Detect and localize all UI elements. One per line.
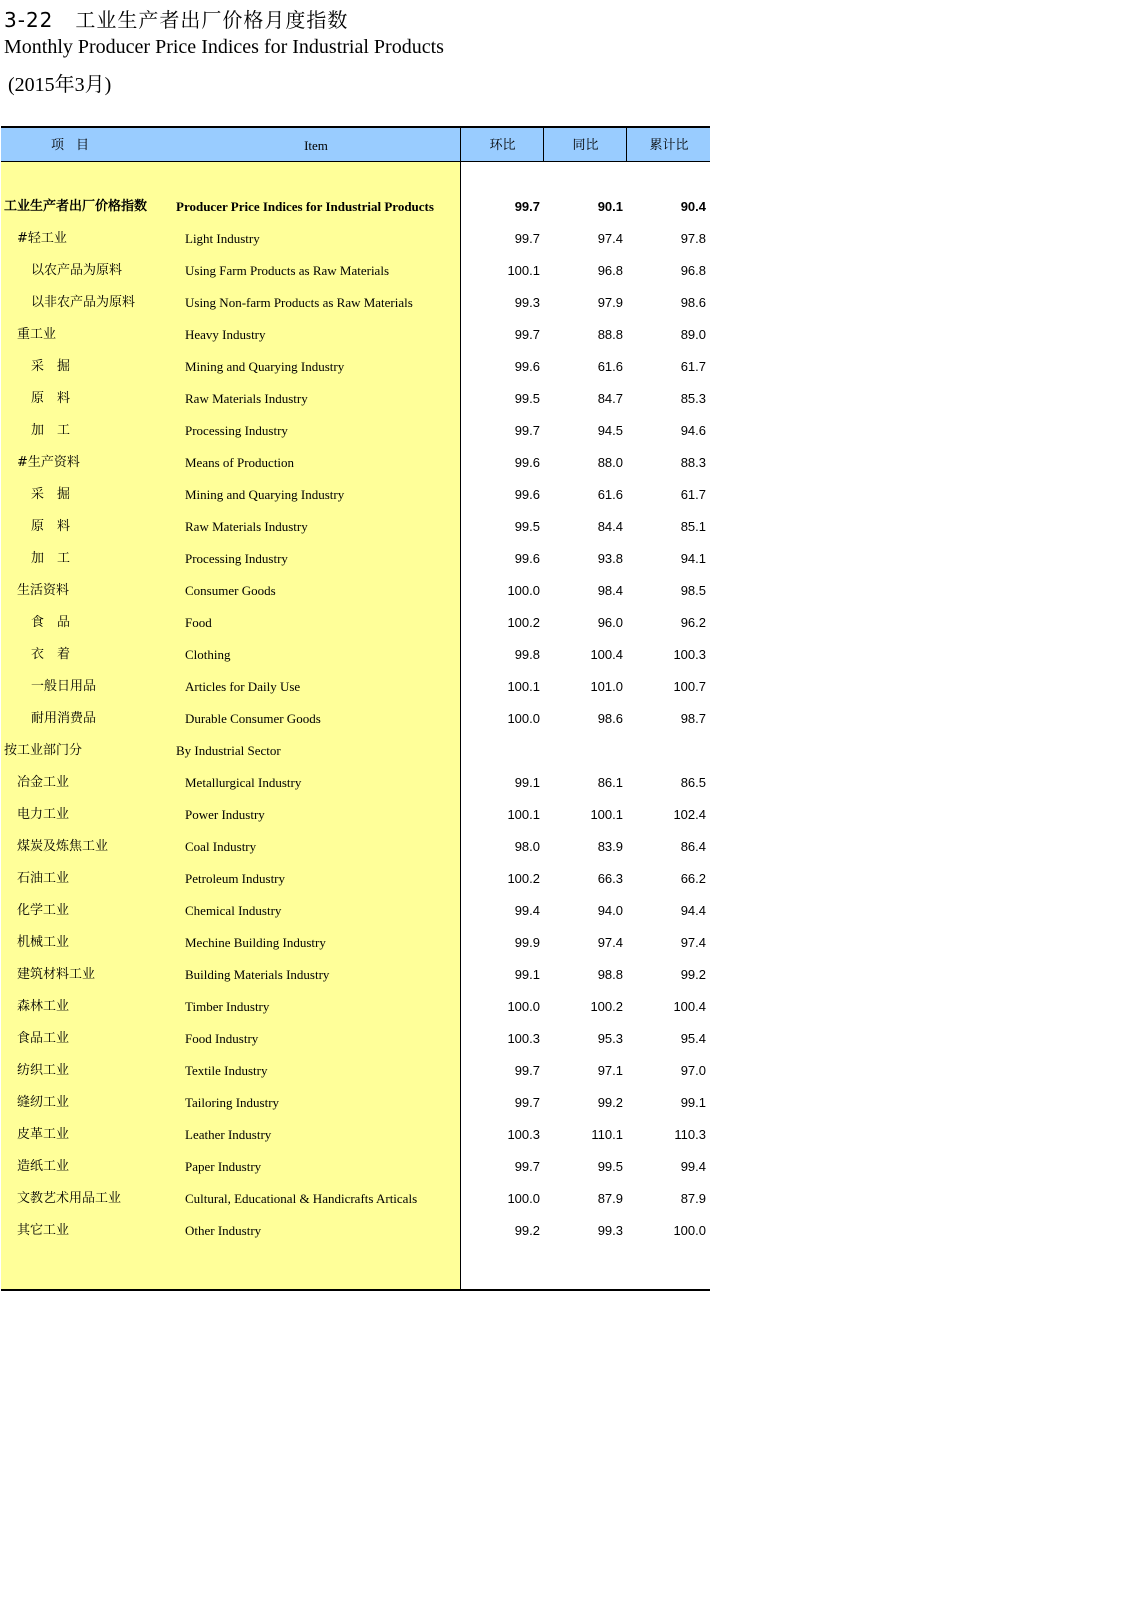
year-on-year-value: 100.4 (590, 647, 623, 662)
table-date: (2015年3月) (8, 74, 112, 96)
year-on-year-value: 97.1 (597, 1063, 623, 1078)
table-row (1, 383, 710, 415)
table-row (1, 511, 710, 543)
table-row (1, 447, 710, 479)
row-label-en: Metallurgical Industry (185, 775, 302, 790)
month-on-month-value: 100.0 (507, 999, 540, 1014)
year-on-year-value: 95.3 (597, 1031, 623, 1046)
row-label-en: Producer Price Indices for Industrial Products (176, 199, 434, 214)
year-on-year-value: 90.1 (597, 199, 623, 214)
year-on-year-value: 88.0 (597, 455, 623, 470)
year-on-year-value: 96.0 (597, 615, 623, 630)
year-on-year-value: 61.6 (597, 359, 623, 374)
row-label-cn: 冶金工业 (17, 775, 70, 790)
month-on-month-value: 99.7 (514, 231, 540, 246)
table-title-cn-text: 工业生产者出厂价格月度指数 (75, 8, 349, 32)
row-label-cn: 以农产品为原料 (31, 263, 123, 278)
month-on-month-value: 99.7 (514, 199, 540, 214)
month-on-month-value: 99.6 (514, 455, 540, 470)
cumulative-value: 94.4 (680, 903, 706, 918)
year-on-year-value: 99.2 (597, 1095, 623, 1110)
month-on-month-value: 99.4 (514, 903, 540, 918)
cumulative-value: 96.2 (680, 615, 706, 630)
year-on-year-value: 98.8 (597, 967, 623, 982)
row-label-en: Clothing (185, 647, 231, 662)
row-label-en: Cultural, Educational & Handicrafts Articals (185, 1191, 418, 1206)
cumulative-value: 85.1 (680, 519, 706, 534)
table-row (1, 799, 710, 831)
month-on-month-value: 99.7 (514, 423, 540, 438)
cumulative-value: 102.4 (673, 807, 706, 822)
row-label-cn: 采 掘 (31, 359, 71, 374)
row-label-en: Leather Industry (185, 1127, 272, 1142)
header-item-cn: 项目 (50, 138, 101, 153)
header-year-on-year: 同比 (543, 128, 627, 161)
row-label-cn: #轻工业 (17, 231, 67, 246)
header-item-en: Item (304, 138, 328, 153)
row-label-cn: 食品工业 (17, 1031, 70, 1046)
month-on-month-value: 99.8 (514, 647, 540, 662)
row-label-cn: 皮革工业 (17, 1127, 70, 1142)
year-on-year-value: 97.4 (597, 231, 623, 246)
table-row (1, 1055, 710, 1087)
month-on-month-value: 99.6 (514, 359, 540, 374)
row-label-cn: 电力工业 (17, 807, 70, 822)
table-row (1, 543, 710, 575)
month-on-month-value: 100.1 (507, 263, 540, 278)
month-on-month-value: 100.0 (507, 583, 540, 598)
row-label-cn: 一般日用品 (31, 679, 97, 694)
row-label-cn: 机械工业 (17, 935, 70, 950)
row-label-en: Raw Materials Industry (185, 391, 308, 406)
row-label-en: Mechine Building Industry (185, 935, 326, 950)
table-body (1, 191, 710, 1247)
table-row (1, 767, 710, 799)
row-label-en: Articles for Daily Use (185, 679, 301, 694)
year-on-year-value: 99.5 (597, 1159, 623, 1174)
row-label-en: By Industrial Sector (176, 743, 281, 758)
table-row (1, 671, 710, 703)
month-on-month-value: 99.2 (514, 1223, 540, 1238)
month-on-month-value: 100.3 (507, 1031, 540, 1046)
month-on-month-value: 98.0 (514, 839, 540, 854)
row-label-en: Coal Industry (185, 839, 257, 854)
table-row (1, 959, 710, 991)
month-on-month-value: 99.7 (514, 327, 540, 342)
month-on-month-value: 99.3 (514, 295, 540, 310)
row-label-cn: 耐用消费品 (31, 711, 97, 726)
month-on-month-value: 100.3 (507, 1127, 540, 1142)
year-on-year-value: 94.0 (597, 903, 623, 918)
year-on-year-value: 61.6 (597, 487, 623, 502)
year-on-year-value: 93.8 (597, 551, 623, 566)
cumulative-value: 97.4 (680, 935, 706, 950)
row-label-cn: 采 掘 (31, 487, 71, 502)
month-on-month-value: 100.2 (507, 615, 540, 630)
row-label-en: Textile Industry (185, 1063, 268, 1078)
row-label-en: Processing Industry (185, 423, 288, 438)
cumulative-value: 98.6 (680, 295, 706, 310)
price-index-table (1, 126, 710, 1291)
table-row (1, 223, 710, 255)
row-label-cn: 加 工 (31, 423, 71, 438)
cumulative-value: 100.4 (673, 999, 706, 1014)
row-label-en: Using Non-farm Products as Raw Materials (185, 295, 413, 310)
row-label-cn: 原 料 (31, 519, 71, 534)
year-on-year-value: 110.1 (591, 1127, 623, 1142)
month-on-month-value: 99.7 (514, 1159, 540, 1174)
row-label-cn: 以非农产品为原料 (31, 295, 136, 310)
year-on-year-value: 98.4 (597, 583, 623, 598)
row-label-cn: 建筑材料工业 (17, 967, 96, 982)
row-label-cn: 生活资料 (17, 583, 70, 598)
month-on-month-value: 99.7 (514, 1095, 540, 1110)
table-row (1, 863, 710, 895)
row-label-cn: 森林工业 (17, 999, 70, 1014)
row-label-cn: 加 工 (31, 551, 71, 566)
year-on-year-value: 84.7 (597, 391, 623, 406)
year-on-year-value: 83.9 (597, 839, 623, 854)
row-label-en: Paper Industry (185, 1159, 262, 1174)
year-on-year-value: 84.4 (597, 519, 623, 534)
row-label-en: Raw Materials Industry (185, 519, 308, 534)
row-label-en: Other Industry (185, 1223, 262, 1238)
table-row (1, 1087, 710, 1119)
cumulative-value: 85.3 (680, 391, 706, 406)
year-on-year-value: 100.2 (590, 999, 623, 1014)
cumulative-value: 86.5 (680, 775, 706, 790)
table-row (1, 703, 710, 735)
row-label-cn: 文教艺术用品工业 (17, 1191, 122, 1206)
cumulative-value: 89.0 (680, 327, 706, 342)
year-on-year-value: 97.9 (597, 295, 623, 310)
cumulative-value: 96.8 (680, 263, 706, 278)
cumulative-value: 99.1 (680, 1095, 706, 1110)
year-on-year-value: 96.8 (597, 263, 623, 278)
cumulative-value: 100.0 (673, 1223, 706, 1238)
cumulative-value: 95.4 (680, 1031, 706, 1046)
cumulative-value: 100.3 (673, 647, 706, 662)
cumulative-value: 86.4 (680, 839, 706, 854)
year-on-year-value: 100.1 (590, 807, 623, 822)
table-row (1, 575, 710, 607)
row-label-cn: 按工业部门分 (4, 743, 83, 758)
row-label-en: Food (185, 615, 212, 630)
table-row (1, 1183, 710, 1215)
row-label-cn: 化学工业 (17, 903, 70, 918)
month-on-month-value: 100.1 (507, 679, 540, 694)
month-on-month-value: 100.0 (507, 711, 540, 726)
month-on-month-value: 99.6 (514, 551, 540, 566)
header-cumulative: 累计比 (626, 128, 711, 161)
month-on-month-value: 99.5 (514, 519, 540, 534)
cumulative-value: 97.8 (680, 231, 706, 246)
row-label-en: Mining and Quarying Industry (185, 359, 345, 374)
cumulative-value: 99.4 (680, 1159, 706, 1174)
row-label-en: Using Farm Products as Raw Materials (185, 263, 390, 278)
year-on-year-value: 94.5 (597, 423, 623, 438)
table-row (1, 831, 710, 863)
row-label-en: Power Industry (185, 807, 265, 822)
month-on-month-value: 100.0 (507, 1191, 540, 1206)
row-label-en: Mining and Quarying Industry (185, 487, 345, 502)
row-label-cn: 重工业 (17, 327, 57, 342)
row-label-en: Durable Consumer Goods (185, 711, 321, 726)
row-label-en: Timber Industry (185, 999, 270, 1014)
year-on-year-value: 97.4 (597, 935, 623, 950)
year-on-year-value: 88.8 (597, 327, 623, 342)
cumulative-value: 94.6 (680, 423, 706, 438)
cumulative-value: 90.4 (680, 199, 706, 214)
row-label-cn: 石油工业 (17, 871, 70, 886)
table-row (1, 607, 710, 639)
table-row (1, 927, 710, 959)
row-label-cn: 缝纫工业 (17, 1095, 70, 1110)
year-on-year-value: 99.3 (597, 1223, 623, 1238)
cumulative-value: 61.7 (680, 487, 706, 502)
year-on-year-value: 66.3 (597, 871, 623, 886)
table-row (1, 1119, 710, 1151)
row-label-cn: 原 料 (31, 391, 71, 406)
year-on-year-value: 86.1 (597, 775, 623, 790)
row-label-cn: 造纸工业 (17, 1159, 70, 1174)
table-row (1, 415, 710, 447)
row-label-en: Chemical Industry (185, 903, 282, 918)
table-row (1, 735, 710, 767)
month-on-month-value: 99.1 (514, 967, 540, 982)
table-row (1, 991, 710, 1023)
table-row (1, 1215, 710, 1247)
table-row (1, 895, 710, 927)
month-on-month-value: 100.2 (507, 871, 540, 886)
table-title-en: Monthly Producer Price Indices for Industrial Products (4, 36, 444, 58)
cumulative-value: 98.5 (680, 583, 706, 598)
cumulative-value: 61.7 (680, 359, 706, 374)
cumulative-value: 88.3 (680, 455, 706, 470)
month-on-month-value: 99.9 (514, 935, 540, 950)
row-label-cn: #生产资料 (17, 455, 80, 470)
table-row (1, 1151, 710, 1183)
row-label-en: Building Materials Industry (185, 967, 330, 982)
row-label-en: Food Industry (185, 1031, 259, 1046)
row-label-cn: 食 品 (31, 615, 71, 630)
month-on-month-value: 99.5 (514, 391, 540, 406)
table-number: 3-22 (4, 8, 54, 32)
table-row (1, 1023, 710, 1055)
year-on-year-value: 101.0 (590, 679, 623, 694)
table-row (1, 319, 710, 351)
header-month-on-month: 环比 (460, 128, 544, 161)
month-on-month-value: 99.7 (514, 1063, 540, 1078)
table-title-cn (4, 4, 348, 33)
table-row (1, 191, 710, 223)
row-label-en: Processing Industry (185, 551, 288, 566)
table-row (1, 479, 710, 511)
cumulative-value: 98.7 (680, 711, 706, 726)
year-on-year-value: 87.9 (597, 1191, 623, 1206)
row-label-en: Consumer Goods (185, 583, 276, 598)
row-label-cn: 其它工业 (17, 1223, 70, 1238)
row-label-en: Light Industry (185, 231, 260, 246)
cumulative-value: 110.3 (674, 1127, 706, 1142)
table-header (1, 128, 710, 162)
cumulative-value: 87.9 (680, 1191, 706, 1206)
row-label-en: Heavy Industry (185, 327, 266, 342)
row-label-en: Petroleum Industry (185, 871, 286, 886)
table-row (1, 351, 710, 383)
year-on-year-value: 98.6 (597, 711, 623, 726)
month-on-month-value: 100.1 (507, 807, 540, 822)
cumulative-value: 100.7 (673, 679, 706, 694)
table-row (1, 287, 710, 319)
row-label-cn: 纺织工业 (17, 1063, 70, 1078)
cumulative-value: 94.1 (680, 551, 706, 566)
cumulative-value: 66.2 (680, 871, 706, 886)
table-row (1, 639, 710, 671)
cumulative-value: 97.0 (680, 1063, 706, 1078)
table-row (1, 255, 710, 287)
month-on-month-value: 99.1 (514, 775, 540, 790)
month-on-month-value: 99.6 (514, 487, 540, 502)
row-label-cn: 衣 着 (31, 647, 71, 662)
row-label-en: Means of Production (185, 455, 295, 470)
cumulative-value: 99.2 (680, 967, 706, 982)
row-label-cn: 工业生产者出厂价格指数 (4, 199, 148, 214)
row-label-en: Tailoring Industry (185, 1095, 280, 1110)
row-label-cn: 煤炭及炼焦工业 (17, 839, 109, 854)
